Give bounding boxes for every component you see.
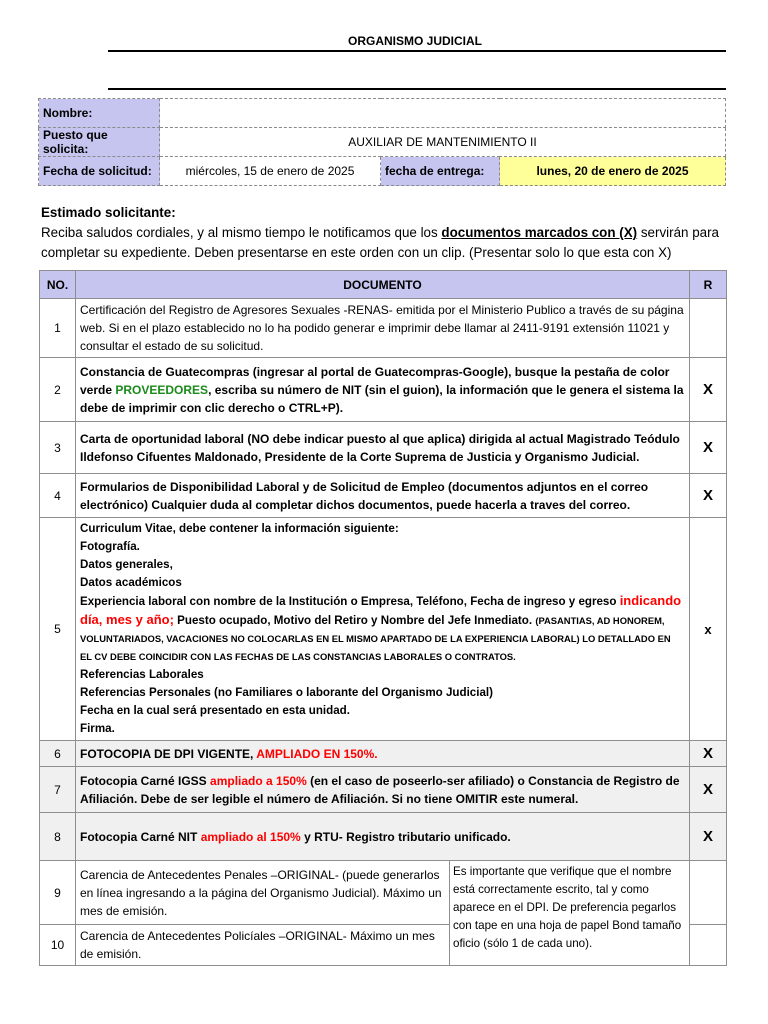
request-date-label: Fecha de solicitud: (39, 157, 160, 186)
table-row: 7 Fotocopia Carné IGSS ampliado a 150% (en el caso de poseerlo-ser afiliado) o Constancia de Registro de Afiliación. Debe de ser legible el número de Afiliación. Si no tiene OMITIR este numeral. X (40, 767, 727, 813)
table-row: 9 Carencia de Antecedentes Penales –ORIGINAL- (puede generarlos en línea ingresando a la página del Organismo Judicial). Máximo un mes de emisión. Es importante que verifique que el nombre está correctamente escrito, tal y como aparece en el DPI. De preferencia pegarlos con tape en una hoja de papel Bond tamaño oficio (sólo 1 de cada uno). (40, 861, 727, 925)
table-row: 8 Fotocopia Carné NIT ampliado al 150% y RTU- Registro tributario unificado. X (40, 813, 727, 861)
documents-table (39, 270, 727, 966)
name-value (160, 99, 726, 128)
request-date-value: miércoles, 15 de enero de 2025 (160, 157, 381, 186)
signature-line-bottom (108, 88, 726, 90)
signature-line-top (108, 50, 726, 52)
table-row: 1 Certificación del Registro de Agresores Sexuales -RENAS- emitida por el Ministerio Publico a través de su página web. Si en el plazo establecido no lo ha podido generar e imprimir debe llamar al 2411-9191 extensión 11021 y consultar el estado de su solicitud. (40, 299, 727, 358)
organization-title: ORGANISMO JUDICIAL (347, 34, 482, 48)
name-verification-note: Es importante que verifique que el nombre está correctamente escrito, tal y como aparece en el DPI. De preferencia pegarlos con tape en una hoja de papel Bond tamaño oficio (sólo 1 de cada uno). (450, 861, 690, 966)
delivery-date-label: fecha de entrega: (381, 157, 500, 186)
position-value: AUXILIAR DE MANTENIMIENTO II (160, 128, 726, 157)
greeting: Estimado solicitante: (41, 205, 176, 220)
applicant-info-table (38, 98, 726, 186)
position-label: Puesto que solicita: (39, 128, 160, 157)
intro-paragraph: Reciba saludos cordiales, y al mismo tiempo le notificamos que los documentos marcados con (X) servirán para completar su expediente. Deben presentarse en este orden con un clip. (Presentar solo lo que esta con X) (41, 225, 719, 260)
table-row: 4 Formularios de Disponibilidad Laboral y de Solicitud de Empleo (documentos adjuntos en el correo electrónico) Cualquier duda al completar dichos documentos, puede hacerla a traves del correo. X (40, 474, 727, 518)
table-row: 10 Carencia de Antecedentes Policíales –ORIGINAL- Máximo un mes de emisión. (40, 925, 727, 966)
col-header-document: DOCUMENTO (76, 271, 690, 299)
intro-text (41, 203, 731, 263)
delivery-date-value: lunes, 20 de enero de 2025 (500, 157, 726, 186)
name-label: Nombre: (39, 99, 160, 128)
table-row: 3 Carta de oportunidad laboral (NO debe indicar puesto al que aplica) dirigida al actual Magistrado Teódulo Ildefonso Cifuentes Maldonado, Presidente de la Corte Suprema de Justicia y Organismo Judicial. X (40, 422, 727, 474)
col-header-r: R (690, 271, 727, 299)
table-row: 2 Constancia de Guatecompras (ingresar al portal de Guatecompras-Google), busque la pestaña de color verde PROVEEDORES, escriba su número de NIT (sin el guion), la información que le genera el sistema la debe de imprimir con clic derecho o CTRL+P). X (40, 358, 727, 422)
table-row: 5 Curriculum Vitae, debe contener la información siguiente: Fotografía. Datos generales, Datos académicos Experiencia laboral con nombre de la Institución o Empresa, Teléfono, Fecha de ingreso y egreso indicando día, mes y año; Puesto ocupado, Motivo del Retiro y Nombre del Jefe Inmediato. (PASANTIAS, AD HONOREM, VOLUNTARIADOS, VACACIONES NO COLOCARLAS EN EL MISMO APARTADO DE LA EXPERIENCIA LABORAL) LO DETALLADO EN EL CV DEBE COINCIDIR CON LAS FECHAS DE LAS CONSTANCIAS LABORALES O CONTRATOS. Referencias Laborales Referencias Personales (no Familiares o laborante del Organismo Judicial) Fecha en la cual será presentado en esta unidad. Firma. x (40, 518, 727, 741)
col-header-no: NO. (40, 271, 76, 299)
table-row: 6 FOTOCOPIA DE DPI VIGENTE, AMPLIADO EN 150%. X (40, 741, 727, 767)
